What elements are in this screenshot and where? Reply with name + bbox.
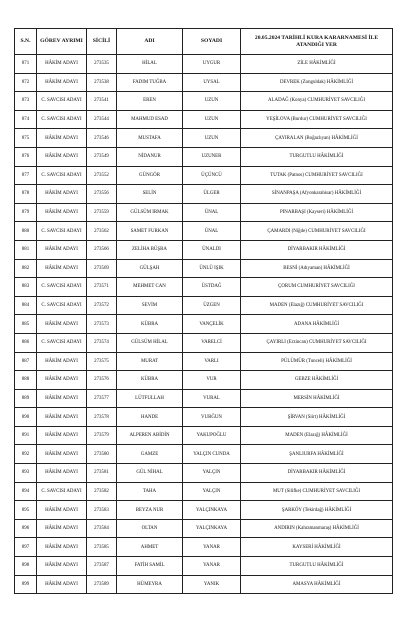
assignment-table — [14, 28, 393, 594]
table-row — [15, 445, 393, 464]
cell-adi: LÜTFULLAH — [117, 389, 183, 408]
table-row — [15, 73, 393, 92]
cell-soyadi: ÜNAL — [183, 222, 241, 241]
cell-adi: HÜMEYRA — [117, 575, 183, 594]
table-row — [15, 408, 393, 427]
cell-sn: 887 — [15, 352, 37, 371]
table-row — [15, 464, 393, 483]
cell-sn: 879 — [15, 203, 37, 222]
cell-soyadi: VARLI — [183, 352, 241, 371]
table-row — [15, 538, 393, 557]
header-gorev: GÖREV AYRIMI — [37, 29, 87, 55]
header-sicil: SİCİLİ — [87, 29, 117, 55]
cell-atandigi-yer: SİNANPAŞA (Afyonkarahisar) HÂKİMLİĞİ — [241, 185, 393, 204]
cell-sn: 886 — [15, 333, 37, 352]
cell-soyadi: UYSAL — [183, 73, 241, 92]
cell-soyadi: YANAR — [183, 538, 241, 557]
cell-gorev: C. SAVCISI ADAYI — [37, 296, 87, 315]
cell-sn: 876 — [15, 147, 37, 166]
cell-sn: 896 — [15, 519, 37, 538]
cell-gorev: HÂKİM ADAYI — [37, 73, 87, 92]
cell-sn: 882 — [15, 259, 37, 278]
cell-sicil: 273549 — [87, 147, 117, 166]
cell-sn: 873 — [15, 92, 37, 111]
cell-atandigi-yer: ALADAĞ (Konya) CUMHURİYET SAVCILIĞI — [241, 92, 393, 111]
cell-gorev: HÂKİM ADAYI — [37, 203, 87, 222]
table-row — [15, 147, 393, 166]
cell-sicil: 273562 — [87, 222, 117, 241]
cell-sn: 893 — [15, 464, 37, 483]
cell-atandigi-yer: PINARBAŞI (Kayseri) HÂKİMLİĞİ — [241, 203, 393, 222]
cell-adi: GÜLSÜM HİLAL — [117, 333, 183, 352]
cell-soyadi: VURAL — [183, 389, 241, 408]
cell-sn: 884 — [15, 296, 37, 315]
header-adi: ADI — [117, 29, 183, 55]
cell-soyadi: UYGUR — [183, 55, 241, 74]
cell-adi: EREN — [117, 92, 183, 111]
header-atandigi-yer: 20.05.2024 TARİHLİ KURA KARARNAMESİ İLE ATANDIĞI YER — [241, 29, 393, 55]
table-row — [15, 371, 393, 390]
cell-adi: FADIM TUĞBA — [117, 73, 183, 92]
cell-atandigi-yer: TUTAK (Patnos) CUMHURİYET SAVCILIĞI — [241, 166, 393, 185]
table-row — [15, 501, 393, 520]
cell-soyadi: VURĞUN — [183, 408, 241, 427]
cell-adi: ZELİHA BÜŞRA — [117, 240, 183, 259]
cell-soyadi: ÜLGER — [183, 185, 241, 204]
cell-soyadi: ÜSTDAĞ — [183, 278, 241, 297]
header-soyadi: SOYADI — [183, 29, 241, 55]
cell-gorev: HÂKİM ADAYI — [37, 315, 87, 334]
cell-sn: 898 — [15, 557, 37, 576]
cell-sn: 875 — [15, 129, 37, 148]
cell-sn: 897 — [15, 538, 37, 557]
table-row — [15, 92, 393, 111]
table-row — [15, 110, 393, 129]
cell-soyadi: YANAR — [183, 557, 241, 576]
cell-sicil: 273576 — [87, 371, 117, 390]
cell-sicil: 273589 — [87, 575, 117, 594]
table-row — [15, 519, 393, 538]
cell-adi: SELİN — [117, 185, 183, 204]
cell-sn: 885 — [15, 315, 37, 334]
table-row — [15, 203, 393, 222]
cell-soyadi: VARELCİ — [183, 333, 241, 352]
cell-atandigi-yer: TURGUTLU HÂKİMLİĞİ — [241, 147, 393, 166]
table-row — [15, 129, 393, 148]
cell-atandigi-yer: MUT (Silifke) CUMHURİYET SAVCILIĞI — [241, 482, 393, 501]
cell-adi: GÜNGÖR — [117, 166, 183, 185]
cell-gorev: HÂKİM ADAYI — [37, 464, 87, 483]
cell-gorev: HÂKİM ADAYI — [37, 426, 87, 445]
cell-sn: 878 — [15, 185, 37, 204]
header-row — [15, 29, 393, 55]
cell-atandigi-yer: MADEN (Elazığ) HÂKİMLİĞİ — [241, 426, 393, 445]
cell-adi: GÜLSÜM IRMAK — [117, 203, 183, 222]
cell-sicil: 273552 — [87, 166, 117, 185]
table-row — [15, 333, 393, 352]
table-row — [15, 482, 393, 501]
cell-sn: 874 — [15, 110, 37, 129]
cell-sicil: 273559 — [87, 203, 117, 222]
cell-adi: MEHMET CAN — [117, 278, 183, 297]
cell-sn: 899 — [15, 575, 37, 594]
cell-gorev: HÂKİM ADAYI — [37, 445, 87, 464]
cell-sicil: 273535 — [87, 55, 117, 74]
table-row — [15, 315, 393, 334]
table-row — [15, 222, 393, 241]
cell-adi: SAMET FURKAN — [117, 222, 183, 241]
cell-atandigi-yer: ŞANLIURFA HÂKİMLİĞİ — [241, 445, 393, 464]
cell-soyadi: YANIK — [183, 575, 241, 594]
table-row — [15, 278, 393, 297]
cell-sicil: 273578 — [87, 408, 117, 427]
cell-gorev: C. SAVCISI ADAYI — [37, 482, 87, 501]
cell-atandigi-yer: PÜLÜMÜR (Tunceli) HÂKİMLİĞİ — [241, 352, 393, 371]
cell-adi: BEYZA NUR — [117, 501, 183, 520]
cell-atandigi-yer: YEŞİLOVA (Burdur) CUMHURİYET SAVCILIĞI — [241, 110, 393, 129]
cell-adi: KÜBRA — [117, 371, 183, 390]
cell-gorev: C. SAVCISI ADAYI — [37, 110, 87, 129]
cell-sn: 892 — [15, 445, 37, 464]
table-row — [15, 240, 393, 259]
table-row — [15, 426, 393, 445]
header-sn: S.N. — [15, 29, 37, 55]
cell-soyadi: YALÇIN — [183, 464, 241, 483]
cell-sn: 895 — [15, 501, 37, 520]
cell-atandigi-yer: ŞARKÖY (Tekirdağ) HÂKİMLİĞİ — [241, 501, 393, 520]
table-row — [15, 389, 393, 408]
cell-gorev: HÂKİM ADAYI — [37, 185, 87, 204]
cell-atandigi-yer: DEVREK (Zonguldak) HÂKİMLİĞİ — [241, 73, 393, 92]
cell-soyadi: VANÇELİK — [183, 315, 241, 334]
cell-atandigi-yer: MERSİN HÂKİMLİĞİ — [241, 389, 393, 408]
cell-atandigi-yer: ÇAMARDI (Niğde) CUMHURİYET SAVCILIĞI — [241, 222, 393, 241]
cell-sicil: 273574 — [87, 333, 117, 352]
cell-atandigi-yer: TURGUTLU HÂKİMLİĞİ — [241, 557, 393, 576]
cell-sicil: 273584 — [87, 519, 117, 538]
cell-adi: MUSTAFA — [117, 129, 183, 148]
cell-sicil: 273556 — [87, 185, 117, 204]
cell-sicil: 273583 — [87, 501, 117, 520]
cell-sicil: 273587 — [87, 557, 117, 576]
cell-atandigi-yer: MADEN (Elazığ) CUMHURİYET SAVCILIĞI — [241, 296, 393, 315]
cell-sn: 877 — [15, 166, 37, 185]
table-row — [15, 259, 393, 278]
table-row — [15, 557, 393, 576]
cell-adi: FATİH SAMİL — [117, 557, 183, 576]
cell-sicil: 273573 — [87, 315, 117, 334]
cell-soyadi: UZUN — [183, 110, 241, 129]
cell-soyadi: YALÇIN CUNDA — [183, 445, 241, 464]
cell-adi: GÜLŞAH — [117, 259, 183, 278]
cell-gorev: C. SAVCISI ADAYI — [37, 333, 87, 352]
cell-gorev: HÂKİM ADAYI — [37, 371, 87, 390]
table-body — [15, 55, 393, 594]
cell-soyadi: ÜNLÜ IŞIK — [183, 259, 241, 278]
cell-adi: TAHA — [117, 482, 183, 501]
assignment-list-page — [14, 28, 392, 594]
cell-sicil: 273572 — [87, 296, 117, 315]
cell-soyadi: ÜÇÜNCÜ — [183, 166, 241, 185]
cell-soyadi: VUR — [183, 371, 241, 390]
cell-adi: MURAT — [117, 352, 183, 371]
cell-adi: SEVİM — [117, 296, 183, 315]
cell-gorev: C. SAVCISI ADAYI — [37, 92, 87, 111]
cell-sicil: 273544 — [87, 110, 117, 129]
cell-soyadi: ÜNAL — [183, 203, 241, 222]
cell-atandigi-yer: DİYARBAKIR HÂKİMLİĞİ — [241, 240, 393, 259]
table-row — [15, 575, 393, 594]
table-row — [15, 55, 393, 74]
cell-gorev: HÂKİM ADAYI — [37, 408, 87, 427]
cell-gorev: HÂKİM ADAYI — [37, 389, 87, 408]
cell-sicil: 273581 — [87, 464, 117, 483]
table-row — [15, 296, 393, 315]
cell-adi: KÜBRA — [117, 315, 183, 334]
cell-atandigi-yer: BESNİ (Adıyaman) HÂKİMLİĞİ — [241, 259, 393, 278]
cell-adi: OLTAN — [117, 519, 183, 538]
cell-soyadi: UZUN — [183, 92, 241, 111]
cell-gorev: HÂKİM ADAYI — [37, 147, 87, 166]
cell-gorev: HÂKİM ADAYI — [37, 519, 87, 538]
cell-gorev: HÂKİM ADAYI — [37, 352, 87, 371]
cell-sn: 881 — [15, 240, 37, 259]
cell-sicil: 273575 — [87, 352, 117, 371]
cell-atandigi-yer: KAYSERİ HÂKİMLİĞİ — [241, 538, 393, 557]
cell-sn: 871 — [15, 55, 37, 74]
cell-sn: 894 — [15, 482, 37, 501]
cell-adi: ALPEREN ABİDİN — [117, 426, 183, 445]
cell-adi: GAMZE — [117, 445, 183, 464]
table-row — [15, 166, 393, 185]
cell-gorev: HÂKİM ADAYI — [37, 501, 87, 520]
cell-soyadi: ÜZGEN — [183, 296, 241, 315]
cell-adi: HİLAL — [117, 55, 183, 74]
cell-soyadi: YALÇINKAYA — [183, 519, 241, 538]
table-row — [15, 352, 393, 371]
cell-sn: 889 — [15, 389, 37, 408]
cell-gorev: C. SAVCISI ADAYI — [37, 166, 87, 185]
cell-sn: 883 — [15, 278, 37, 297]
cell-gorev: C. SAVCISI ADAYI — [37, 278, 87, 297]
cell-sn: 872 — [15, 73, 37, 92]
cell-adi: NİDANUR — [117, 147, 183, 166]
cell-atandigi-yer: DİYARBAKIR HÂKİMLİĞİ — [241, 464, 393, 483]
cell-soyadi: ÜNALDI — [183, 240, 241, 259]
cell-sicil: 273546 — [87, 129, 117, 148]
cell-soyadi: YALÇINKAYA — [183, 501, 241, 520]
cell-soyadi: UZUN — [183, 129, 241, 148]
cell-gorev: HÂKİM ADAYI — [37, 575, 87, 594]
cell-gorev: C. SAVCISI ADAYI — [37, 222, 87, 241]
cell-atandigi-yer: ÇORUM CUMHURİYET SAVCILIĞI — [241, 278, 393, 297]
cell-sicil: 273571 — [87, 278, 117, 297]
cell-gorev: HÂKİM ADAYI — [37, 240, 87, 259]
table-header — [15, 29, 393, 55]
cell-adi: MAHMUD ESAD — [117, 110, 183, 129]
cell-sicil: 273577 — [87, 389, 117, 408]
cell-adi: GÜL NİHAL — [117, 464, 183, 483]
cell-gorev: HÂKİM ADAYI — [37, 259, 87, 278]
cell-gorev: HÂKİM ADAYI — [37, 129, 87, 148]
cell-sn: 891 — [15, 426, 37, 445]
cell-soyadi: UZUNER — [183, 147, 241, 166]
cell-sicil: 273579 — [87, 426, 117, 445]
cell-sicil: 273585 — [87, 538, 117, 557]
cell-sn: 880 — [15, 222, 37, 241]
cell-sicil: 273538 — [87, 73, 117, 92]
cell-soyadi: YAKUPOĞLU — [183, 426, 241, 445]
table-row — [15, 185, 393, 204]
cell-atandigi-yer: ZİLE HÂKİMLİĞİ — [241, 55, 393, 74]
cell-gorev: HÂKİM ADAYI — [37, 538, 87, 557]
cell-adi: AHMET — [117, 538, 183, 557]
cell-atandigi-yer: ADANA HÂKİMLİĞİ — [241, 315, 393, 334]
cell-sicil: 273566 — [87, 240, 117, 259]
cell-atandigi-yer: ŞİRVAN (Siirt) HÂKİMLİĞİ — [241, 408, 393, 427]
cell-atandigi-yer: ANDIRIN (Kahramanmaraş) HÂKİMLİĞİ — [241, 519, 393, 538]
cell-gorev: HÂKİM ADAYI — [37, 55, 87, 74]
cell-sicil: 273541 — [87, 92, 117, 111]
cell-soyadi: YALÇIN — [183, 482, 241, 501]
cell-atandigi-yer: AMASYA HÂKİMLİĞİ — [241, 575, 393, 594]
cell-atandigi-yer: ÇAYIRALAN (Boğazlıyan) HÂKİMLİĞİ — [241, 129, 393, 148]
cell-atandigi-yer: GEBZE HÂKİMLİĞİ — [241, 371, 393, 390]
cell-sn: 888 — [15, 371, 37, 390]
cell-gorev: HÂKİM ADAYI — [37, 557, 87, 576]
cell-sicil: 273569 — [87, 259, 117, 278]
cell-adi: HANDE — [117, 408, 183, 427]
cell-sn: 890 — [15, 408, 37, 427]
cell-atandigi-yer: ÇAYIRLI (Erzincan) CUMHURİYET SAVCILIĞI — [241, 333, 393, 352]
cell-sicil: 273580 — [87, 445, 117, 464]
cell-sicil: 273582 — [87, 482, 117, 501]
